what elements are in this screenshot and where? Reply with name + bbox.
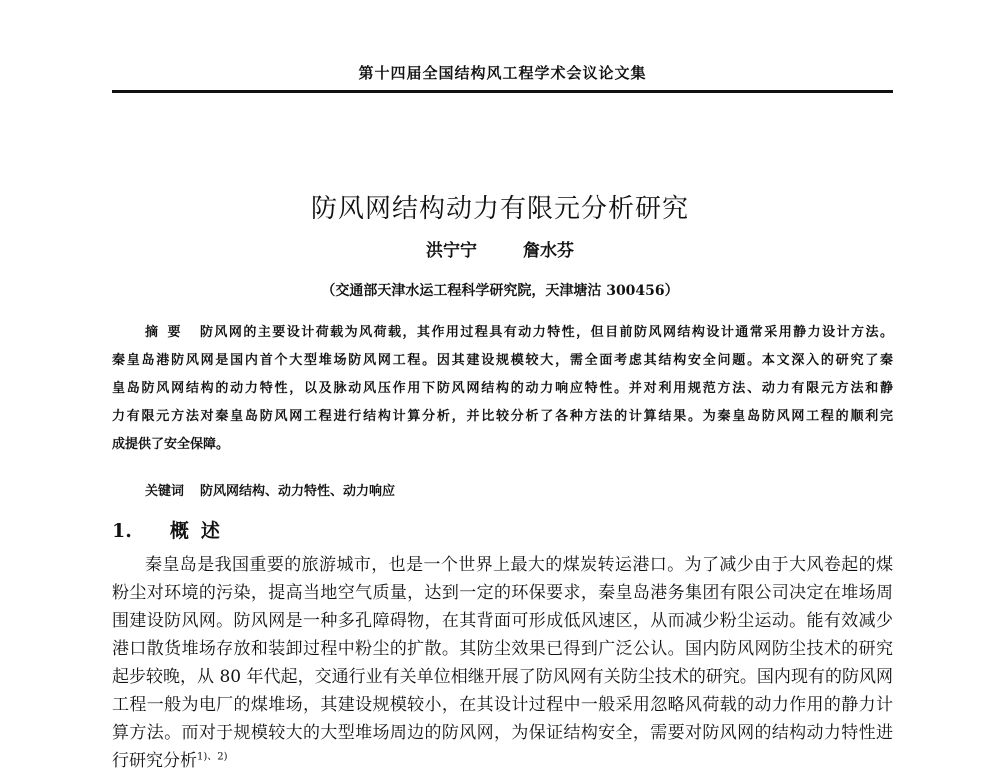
body-line: 围建设防风网。防风网是一种多孔障碍物，在其背面可形成低风速区，从而减少粉尘运动。能有效减少: [112, 611, 893, 631]
body-line: 工程一般为电厂的煤堆场，其建设规模较小，在其设计过程中一般采用忽略风荷载的动力作用的静力计: [112, 695, 893, 715]
body-line: 起步较晚，从 80 年代起，交通行业有关单位相继开展了防风网有关防尘技术的研究。国内现有的防风网: [112, 667, 893, 687]
body-line: 粉尘对环境的污染，提高当地空气质量，达到一定的环保要求，秦皇岛港务集团有限公司决定在堆场周: [112, 583, 893, 603]
header-rule: [112, 90, 893, 93]
citation: 1)、2): [197, 751, 228, 763]
paper-title: 防风网结构动力有限元分析研究: [310, 194, 689, 224]
section-title: 概述: [169, 520, 232, 542]
abstract-line: 秦皇岛港防风网是国内首个大型堆场防风网工程。因其建设规模较大，需全面考虑其结构安全问题。本文深入的研究了秦: [112, 353, 893, 368]
keywords-label: 关键词: [145, 484, 185, 499]
keywords: [145, 480, 395, 499]
abstract-line: 力有限元方法对秦皇岛防风网工程进行结构计算分析，并比较分析了各种方法的计算结果。为秦皇岛防风网工程的顺利完: [112, 409, 893, 424]
running-header: 第十四届全国结构风工程学术会议论文集: [358, 64, 647, 82]
author: 洪宁宁: [426, 241, 478, 261]
section-number: 1.: [112, 520, 132, 542]
body-line: 秦皇岛是我国重要的旅游城市，也是一个世界上最大的煤炭转运港口。为了减少由于大风卷起的煤: [145, 555, 893, 575]
body-line: 算方法。而对于规模较大的大型堆场周边的防风网，为保证结构安全，需要对防风网的结构动力特性进: [112, 723, 893, 743]
author: 詹水芬: [522, 241, 574, 261]
abstract-label: 摘要: [145, 325, 190, 340]
authors: [0, 236, 1000, 261]
keywords-text: 防风网结构、动力特性、动力响应: [200, 484, 396, 499]
abstract-line: 摘要 防风网的主要设计荷载为风荷载，其作用过程具有动力特性，但目前防风网结构设计通常采用静力设计方法。: [145, 325, 893, 340]
abstract-line: 皇岛防风网结构的动力特性，以及脉动风压作用下防风网结构的动力响应特性。并对利用规范方法、动力有限元方法和静: [112, 381, 893, 396]
affiliation: （交通部天津水运工程科学研究院，天津塘沽 300456）: [321, 283, 679, 299]
section-heading: [112, 516, 232, 543]
body-line: 港口散货堆场存放和装卸过程中粉尘的扩散。其防尘效果已得到广泛公认。国内防风网防尘技术的研究: [112, 639, 893, 659]
abstract-line: 成提供了安全保障。: [112, 437, 230, 452]
body-line: 行研究分析$^{1)、2)}$: [112, 751, 228, 771]
